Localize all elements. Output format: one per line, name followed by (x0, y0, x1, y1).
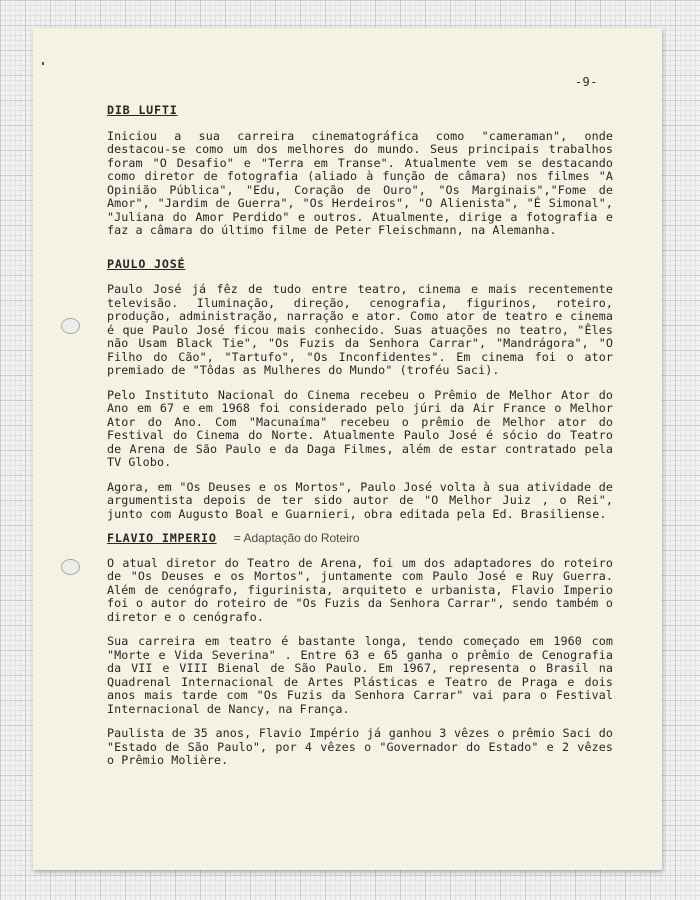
section-heading: FLAVIO IMPERIO (107, 531, 217, 545)
heading-row (107, 532, 613, 546)
paragraph: O atual diretor do Teatro de Arena, foi um dos adaptadores do roteiro de "Os Deuses e os Mortos", juntamente com Paulo José e Ruy Guerra. Além de cenógrafo, figurinista, arquiteto e urbanista, Flavio Imperio foi o autor do roteiro de "Os Fuzis da Senhora Carrar", sendo também o diretor e o cenógrafo. (107, 555, 613, 624)
heading-annotation: = Adaptação do Roteiro (233, 531, 360, 545)
document-body (107, 104, 613, 779)
section-dib-lufti (107, 104, 613, 238)
paragraph: Pelo Instituto Nacional do Cinema recebeu o Prêmio de Melhor Ator do Ano em 67 e em 1968 foi considerado pelo júri da Air France o Melhor Ator do Ano. Com "Macunaíma" recebeu o prêmio de Melhor ator do Festival do Cinema do Norte. Atualmente Paulo José é sócio do Teatro de Arena de São Paulo e da Daga Filmes, além de estar contratado pela TV Globo. (107, 387, 613, 469)
paragraph: Paulista de 35 anos, Flavio Império já ganhou 3 vêzes o prêmio Saci do "Estado de São Paulo", por 4 vêzes o "Governador do Estado" e 2 vêzes o Prêmio Molière. (107, 726, 613, 767)
section-heading: DIB LUFTI (107, 103, 178, 117)
section-flavio-imperio (107, 532, 613, 768)
paragraph: Sua carreira em teatro é bastante longa, tendo começado em 1960 com "Morte e Vida Severina" . Entre 63 e 65 ganha o prêmio de Cenografia da VII e VIII Bienal de São Paulo. Em 1967, representa o Brasil na Quadrenal Internacional de Artes Plásticas e Teatro de Praga e dois anos mais tarde com "Os Fuzis da Senhora Carrar" vai para o Festival Internacional de Nancy, na França. (107, 634, 613, 716)
paragraph: Agora, em "Os Deuses e os Mortos", Paulo José volta à sua atividade de argumentista depois de ter sido autor de "O Melhor Juiz , o Rei", junto com Augusto Boal e Guarnieri, obra editada pela Ed. Brasiliense. (107, 479, 613, 521)
section-paulo-jose (107, 258, 613, 522)
page-number: -9- (574, 75, 598, 89)
ink-speck (42, 62, 44, 65)
punch-hole-bottom (61, 559, 80, 575)
punch-hole-top (61, 318, 80, 334)
document-page (33, 28, 662, 870)
section-heading: PAULO JOSÉ (107, 256, 186, 271)
paragraph: Iniciou a sua carreira cinematográfica como "cameraman", onde destacou-se como um dos melhores do mundo. Seus principais trabalhos foram "O Desafio" e "Terra em Transe". Atualmente vem se destacando como diretor de fotografia (aliado à função de câmara) nos filmes "A Opinião Pública", "Edu, Coração de Ouro", "Os Marginais","Fome de Amor", "Jardim de Guerra", "Os Herdeiros", "O Alienista", "É Simonal", "Juliana do Amor Perdido" e outros. Atualmente, dirige a fotografia e faz a câmara do último filme de Peter Fleischmann, na Alemanha. (107, 128, 613, 237)
paragraph: Paulo José já fêz de tudo entre teatro, cinema e mais recentemente televisão. Iluminação, direção, cenografia, figurinos, roteiro, produção, administração, narração e ator. Como ator de teatro e cinema é que Paulo José ficou mais conhecido. Suas atuações no teatro, "Êles não Usam Black Tie", "Os Fuzis da Senhora Carrar", "Mandrágora", "O Filho do Cão", "Tartufo", "Os Inconfidentes". Em cinema foi o ator premiado de "Tôdas as Mulheres do Mundo" (troféu Saci). (107, 282, 613, 377)
